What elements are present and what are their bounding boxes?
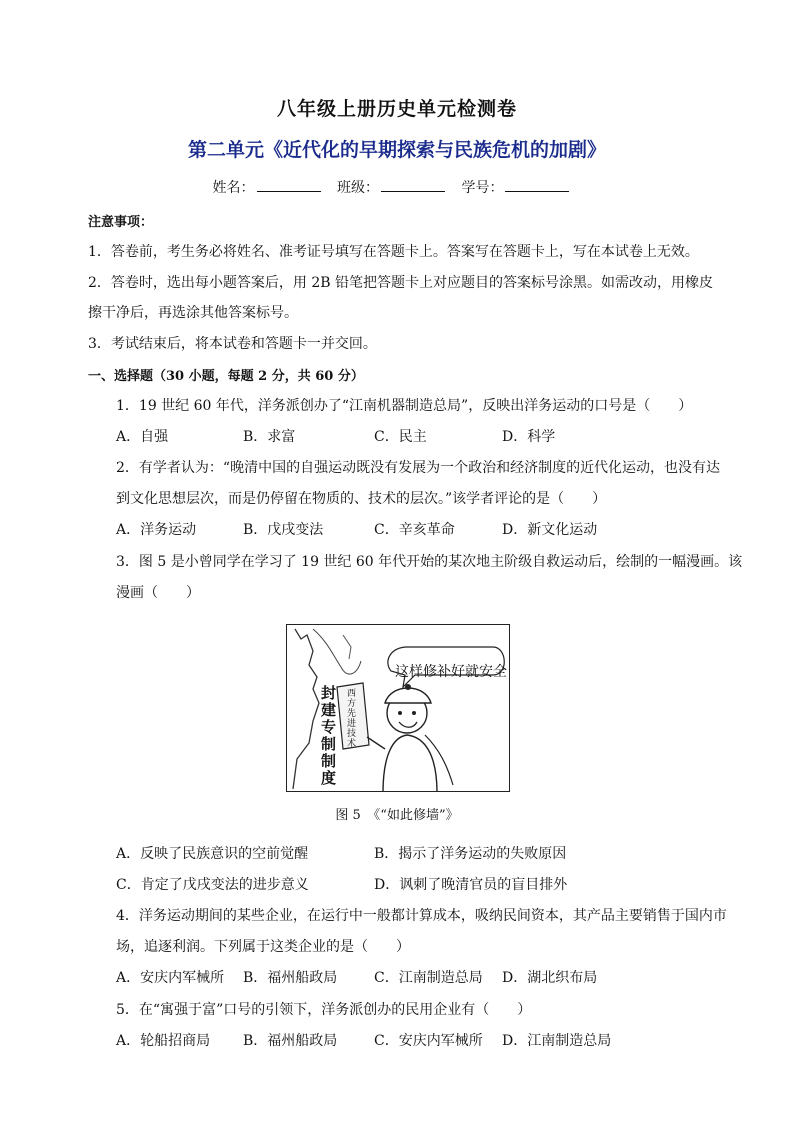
notes-heading: 注意事项：	[88, 215, 154, 230]
q3-option-b[interactable]: B．揭示了洋务运动的失败原因	[374, 846, 567, 862]
name-blank[interactable]	[257, 179, 321, 192]
class-label: 班级：	[337, 180, 379, 196]
question-2-text-1: 2．有学者认为：“晚清中国的自强运动既没有发展为一个政治和经济制度的近代化运动，也没有达	[116, 460, 721, 476]
question-3-text-1: 3．图 5 是小曾同学在学习了 19 世纪 60 年代开始的某次地主阶级自救运动后，绘制的一幅漫画。该	[116, 554, 743, 570]
q3-option-d[interactable]: D．讽刺了晚清官员的盲目排外	[374, 877, 568, 893]
q4-option-d[interactable]: D．湖北织布局	[502, 970, 598, 986]
name-label: 姓名：	[212, 180, 255, 196]
cartoon-figure	[286, 624, 510, 792]
id-label: 学号：	[461, 180, 504, 196]
note-2-line-1: 2．答卷时，选出每小题答案后，用 2B 铅笔把答题卡上对应题目的答案标号涂黑。如需改动，用橡皮	[88, 275, 714, 291]
unit-subtitle: 第二单元《近代化的早期探索与民族危机的加剧》	[187, 139, 606, 161]
q1-option-c[interactable]: C．民主	[374, 429, 427, 445]
question-4-text-1: 4．洋务运动期间的某些企业，在运行中一般都计算成本，吸纳民间资本，其产品主要销售于国内市	[116, 908, 727, 924]
figure-caption: 图 5 《“如此修墙”》	[335, 808, 459, 823]
q1-option-d[interactable]: D．科学	[502, 429, 556, 445]
note-1: 1．答卷前，考生务必将姓名、准考证号填写在答题卡上。答案写在答题卡上，写在本试卷上无效。	[88, 244, 699, 260]
q5-option-d[interactable]: D．江南制造总局	[502, 1033, 612, 1049]
q3-option-a[interactable]: A．反映了民族意识的空前觉醒	[116, 846, 309, 862]
q5-option-a[interactable]: A．轮船招商局	[116, 1033, 211, 1049]
q2-option-d[interactable]: D．新文化运动	[502, 522, 598, 538]
q3-option-c[interactable]: C．肯定了戊戌变法的进步意义	[116, 877, 309, 893]
id-blank[interactable]	[505, 179, 569, 192]
q2-option-c[interactable]: C．辛亥革命	[374, 522, 455, 538]
question-1-text: 1．19 世纪 60 年代，洋务派创办了“江南机器制造总局”，反映出洋务运动的口号是（ ）	[116, 398, 693, 414]
q1-option-b[interactable]: B．求富	[243, 429, 296, 445]
cartoon-wall-label: 封建专制制度	[321, 684, 337, 787]
q1-option-a[interactable]: A．自强	[116, 429, 169, 445]
q5-option-b[interactable]: B．福州船政局	[243, 1033, 338, 1049]
question-2-text-2: 到文化思想层次，而是仍停留在物质的、技术的层次。”该学者评论的是（ ）	[116, 491, 607, 507]
exam-title: 八年级上册历史单元检测卷	[276, 98, 517, 120]
q4-option-a[interactable]: A．安庆内军械所	[116, 970, 225, 986]
note-3: 3．考试结束后，将本试卷和答题卡一并交回。	[88, 336, 377, 352]
q2-option-a[interactable]: A．洋务运动	[116, 522, 197, 538]
note-2-line-2: 擦干净后，再选涂其他答案标号。	[88, 305, 298, 321]
q4-option-c[interactable]: C．江南制造总局	[374, 970, 483, 986]
q2-option-b[interactable]: B．戊戌变法	[243, 522, 324, 538]
cartoon-patch-label: 西方先进技术	[347, 689, 357, 749]
question-4-text-2: 场，追逐利润。下列属于这类企业的是（ ）	[116, 939, 410, 955]
question-3-text-2: 漫画（ ）	[116, 585, 200, 601]
question-5-text: 5．在“寓强于富”口号的引领下，洋务派创办的民用企业有（ ）	[116, 1002, 532, 1018]
q4-option-b[interactable]: B．福州船政局	[243, 970, 338, 986]
q5-option-c[interactable]: C．安庆内军械所	[374, 1033, 483, 1049]
student-info-row	[0, 177, 794, 197]
class-blank[interactable]	[381, 179, 445, 192]
cartoon-speech: 这样修补好就安全	[395, 664, 507, 680]
section-heading: 一、选择题（30 小题，每题 2 分，共 60 分）	[88, 369, 364, 384]
